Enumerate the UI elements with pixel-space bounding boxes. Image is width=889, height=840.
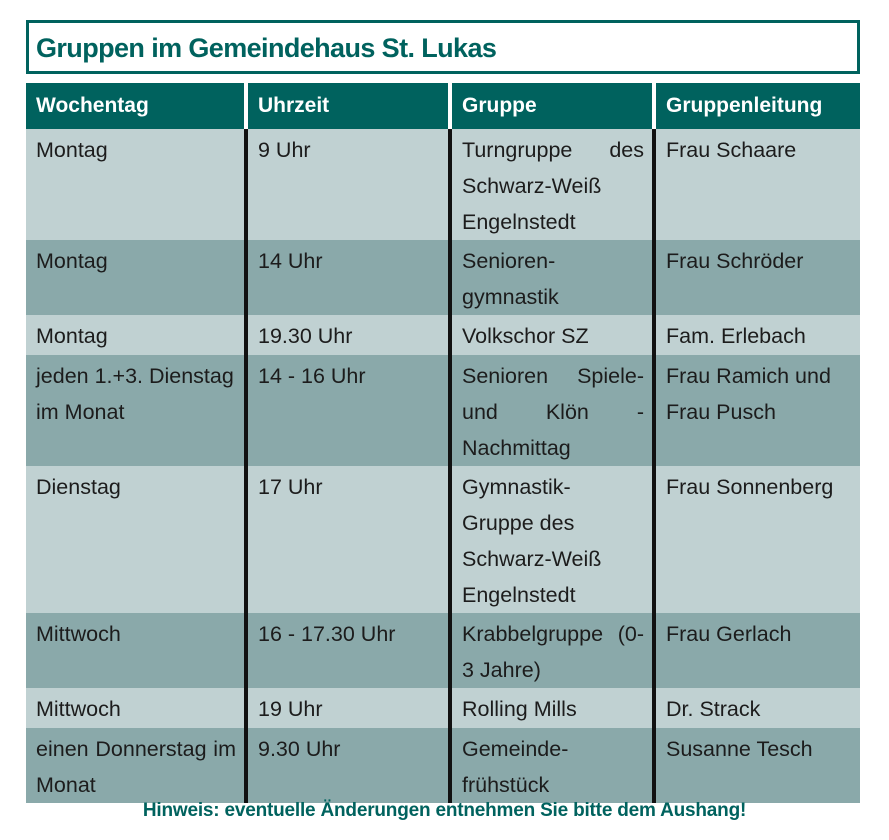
- cell-uhrzeit: 9.30 Uhr: [246, 728, 450, 803]
- table-row: [26, 315, 860, 355]
- cell-uhrzeit: 19.30 Uhr: [246, 315, 450, 355]
- cell-wochentag: Mittwoch: [26, 613, 246, 688]
- cell-uhrzeit: 9 Uhr: [246, 129, 450, 240]
- cell-uhrzeit: 16 - 17.30 Uhr: [246, 613, 450, 688]
- cell-gruppenleitung: Susanne Tesch: [654, 728, 860, 803]
- header-row: [26, 83, 860, 129]
- cell-gruppenleitung: Frau Schaare: [654, 129, 860, 240]
- cell-gruppenleitung: Frau Gerlach: [654, 613, 860, 688]
- cell-gruppe: Turngruppe des Schwarz-Weiß Engelnstedt: [450, 129, 654, 240]
- header-gruppe: Gruppe: [450, 83, 654, 129]
- cell-uhrzeit: 17 Uhr: [246, 466, 450, 613]
- header-wochentag: Wochentag: [26, 83, 246, 129]
- cell-gruppe: Rolling Mills: [450, 688, 654, 728]
- cell-gruppenleitung: Fam. Erlebach: [654, 315, 860, 355]
- cell-wochentag: Dienstag: [26, 466, 246, 613]
- cell-gruppe: Senioren Spiele- und Klön - Nachmittag: [450, 355, 654, 466]
- table-row: [26, 688, 860, 728]
- table-row: [26, 466, 860, 613]
- gruppe-line-1: Gymnastik-: [462, 475, 571, 499]
- cell-wochentag: Montag: [26, 129, 246, 240]
- cell-uhrzeit: 14 - 16 Uhr: [246, 355, 450, 466]
- cell-gruppenleitung: Frau Schröder: [654, 240, 860, 315]
- cell-uhrzeit: 14 Uhr: [246, 240, 450, 315]
- cell-uhrzeit: 19 Uhr: [246, 688, 450, 728]
- table-row: [26, 613, 860, 688]
- table-row: [26, 129, 860, 240]
- cell-gruppe: [450, 240, 654, 315]
- hinweis-note: Hinweis: eventuelle Änderungen entnehmen Sie bitte dem Aushang!: [142, 800, 747, 821]
- gruppe-line-2: Gruppe des Schwarz-Weiß Engelnstedt: [462, 511, 602, 607]
- cell-gruppe: Volkschor SZ: [450, 315, 654, 355]
- table-row: [26, 240, 860, 315]
- header-uhrzeit: Uhrzeit: [246, 83, 450, 129]
- cell-gruppe: [450, 728, 654, 803]
- gruppe-line-2: gymnastik: [462, 285, 559, 309]
- cell-wochentag: jeden 1.+3. Dienstag im Monat: [26, 355, 246, 466]
- cell-gruppe: [450, 466, 654, 613]
- cell-gruppe: Krabbelgruppe (0-3 Jahre): [450, 613, 654, 688]
- cell-gruppenleitung: Frau Ramich und Frau Pusch: [654, 355, 860, 466]
- gruppe-line-1: Senioren-: [462, 249, 556, 273]
- title-box: [26, 20, 860, 74]
- cell-gruppenleitung: Dr. Strack: [654, 688, 860, 728]
- page-title: Gruppen im Gemeindehaus St. Lukas: [36, 33, 497, 63]
- cell-wochentag: einen Donnerstag im Monat: [26, 728, 246, 803]
- cell-wochentag: Mittwoch: [26, 688, 246, 728]
- table-row: [26, 728, 860, 803]
- gruppe-line-2: frühstück: [462, 773, 550, 797]
- groups-table: [26, 83, 860, 803]
- cell-wochentag: Montag: [26, 315, 246, 355]
- header-gruppenleitung: Gruppenleitung: [654, 83, 860, 129]
- table-row: [26, 355, 860, 466]
- cell-gruppenleitung: Frau Sonnenberg: [654, 466, 860, 613]
- cell-wochentag: Montag: [26, 240, 246, 315]
- gruppe-line-1: Gemeinde-: [462, 737, 569, 761]
